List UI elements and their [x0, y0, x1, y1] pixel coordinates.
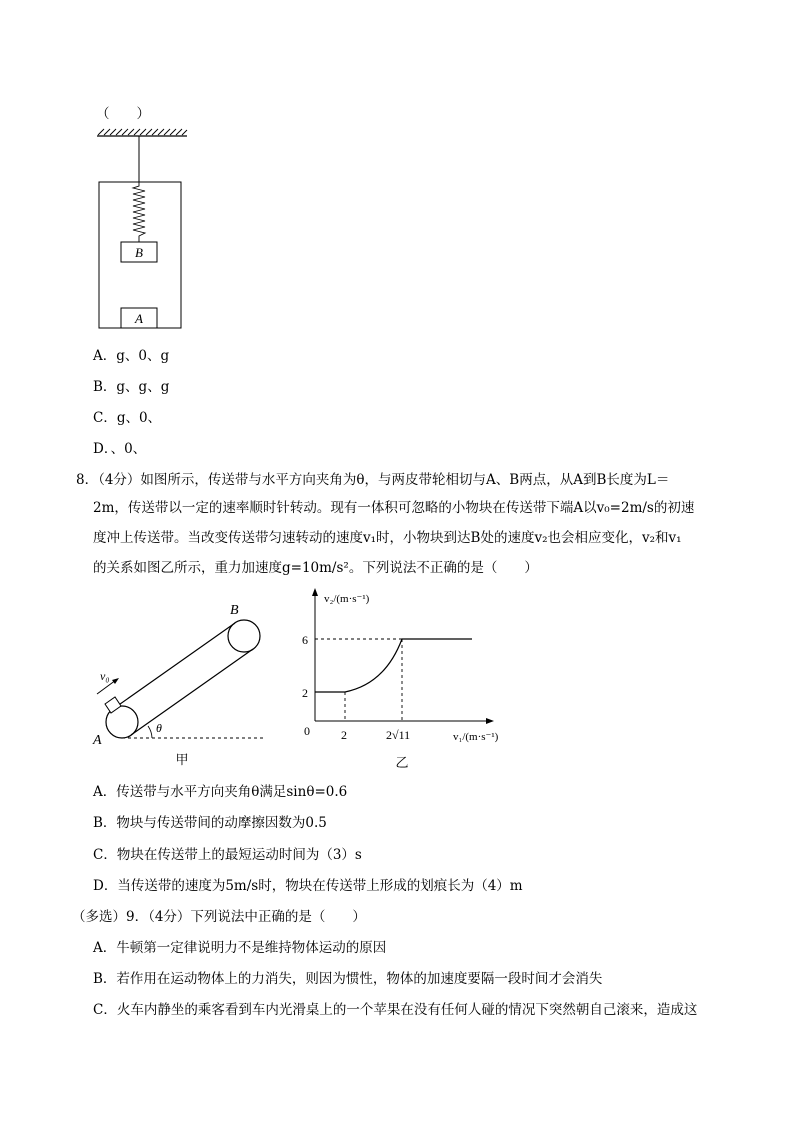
- v2-v1-graph: [296, 584, 526, 774]
- y-tick-2: 2: [302, 686, 308, 700]
- q7-option-a[interactable]: A．g、0、g: [93, 348, 170, 364]
- label-theta: θ: [156, 721, 162, 735]
- q7-answer-paren: （ ）: [96, 106, 150, 122]
- label-b: B: [230, 603, 239, 618]
- q8-option-b[interactable]: B．物块与传送带间的动摩擦因数为0.5: [93, 815, 327, 831]
- q9-stem: （多选）9．（4分）下列说法中正确的是（ ）: [72, 909, 366, 925]
- y-tick-6: 6: [302, 633, 308, 647]
- x-axis-label: v₁/(m·s⁻¹): [453, 731, 499, 743]
- q7-option-d[interactable]: D．、0、: [93, 441, 147, 457]
- q8-stem-line-4: 的关系如图乙所示，重力加速度g=10m/s²。下列说法不正确的是（ ）: [93, 560, 538, 576]
- q9-option-b[interactable]: B．若作用在运动物体上的力消失，则因为惯性，物体的加速度要隔一段时间才会消失: [93, 971, 603, 987]
- conveyor-figure: [88, 596, 288, 771]
- v2-curve: [315, 639, 472, 692]
- origin-label: 0: [304, 724, 310, 738]
- q9-option-a[interactable]: A．牛顿第一定律说明力不是维持物体运动的原因: [93, 940, 387, 956]
- label-a: A: [93, 733, 102, 748]
- x-tick-2sqrt11: 2√11: [386, 728, 411, 742]
- q9-option-c[interactable]: C．火车内静坐的乘客看到车内光滑桌上的一个苹果在没有任何人碰的情况下突然朝自己滚来，造成这: [93, 1002, 698, 1018]
- caption-jia: 甲: [175, 752, 189, 767]
- q8-stem-line-1: 8．（4分）如图所示，传送带与水平方向夹角为θ，与两皮带轮相切与A、B两点，从A到B长度为L＝: [76, 472, 670, 488]
- q8-option-a[interactable]: A．传送带与水平方向夹角θ满足sinθ=0.6: [93, 784, 348, 800]
- q7-option-b[interactable]: B．g、g、g: [93, 379, 170, 395]
- x-tick-2: 2: [341, 728, 347, 742]
- label-v0: v₀: [100, 669, 110, 683]
- q7-option-c[interactable]: C．g、0、: [93, 410, 162, 426]
- caption-yi: 乙: [395, 755, 409, 770]
- q8-option-c[interactable]: C．物块在传送带上的最短运动时间为（3）s: [93, 847, 362, 863]
- y-axis-label: v₂/(m·s⁻¹): [324, 593, 370, 605]
- label-a: A: [135, 311, 143, 326]
- q8-option-d[interactable]: D．当传送带的速度为5m/s时，物块在传送带上形成的划痕长为（4）m: [93, 878, 523, 894]
- label-b: B: [135, 245, 143, 260]
- q8-stem-line-2: 2m，传送带以一定的速率顺时针转动。现有一体积可忽略的小物块在传送带下端A以v₀=2m/s的初速: [93, 500, 695, 516]
- q7-figure: [92, 124, 192, 334]
- q8-stem-line-3: 度冲上传送带。当改变传送带匀速转动的速度v₁时，小物块到达B处的速度v₂也会相应变化，v₂和v₁: [93, 530, 682, 546]
